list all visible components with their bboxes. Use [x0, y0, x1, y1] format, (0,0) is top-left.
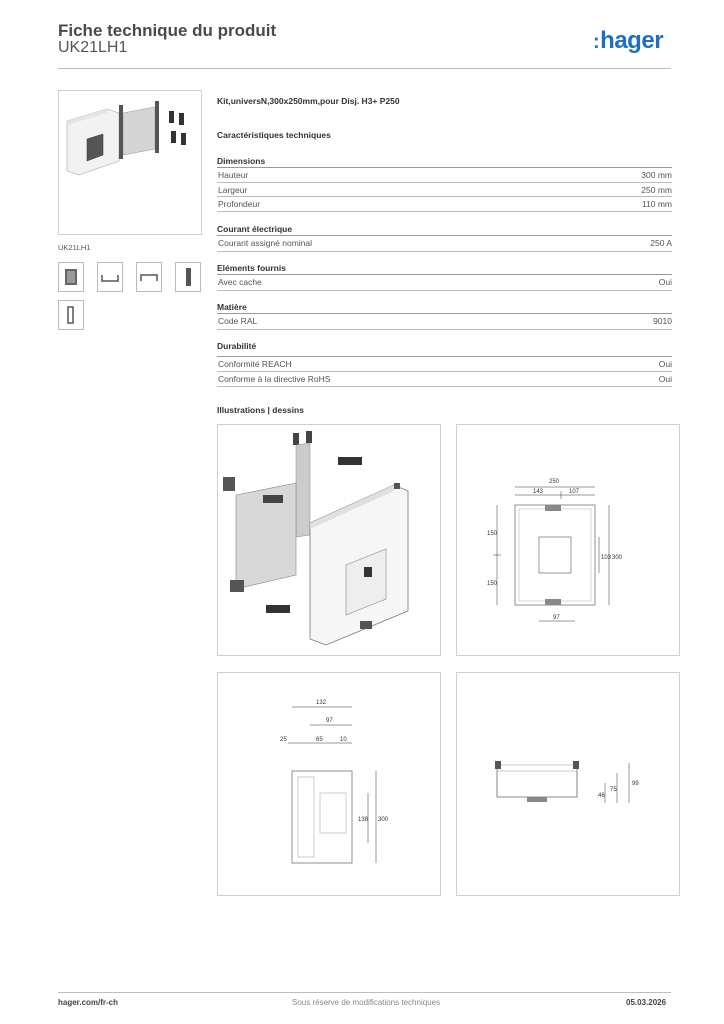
- dim-right: 107: [569, 489, 580, 495]
- side-cover-icon: [176, 263, 200, 291]
- section-title-electric: Courant électrique: [217, 224, 293, 234]
- illustrations-heading: Illustrations | dessins: [217, 405, 304, 415]
- hager-logo[interactable]: [593, 27, 663, 55]
- product-photo-icon: [59, 91, 201, 234]
- illustration-side-dimensions[interactable]: [217, 672, 441, 896]
- section-end-divider: [217, 251, 672, 252]
- row-value: 250 A: [650, 238, 672, 248]
- table-row: [217, 168, 672, 182]
- dim-width: 250: [549, 479, 560, 485]
- illustration-top-dimensions[interactable]: [456, 672, 680, 896]
- row-label: Avec cache: [218, 277, 262, 287]
- bracket-icon: [98, 263, 122, 291]
- dim-body: 97: [326, 718, 333, 724]
- characteristics-heading: Caractéristiques techniques: [217, 130, 331, 140]
- dim-right: 10: [340, 737, 347, 743]
- dim-bottom: 97: [553, 615, 560, 621]
- dim-mid: 65: [316, 737, 323, 743]
- product-image[interactable]: [58, 90, 202, 235]
- table-row: [217, 275, 672, 289]
- dim-total: 132: [316, 700, 327, 706]
- front-view-icon: [59, 263, 83, 291]
- row-label: Conforme à la directive RoHS: [218, 374, 331, 384]
- thumbnail-bracket[interactable]: [97, 262, 123, 292]
- top-dimension-drawing-icon: [457, 673, 679, 895]
- row-label: Profondeur: [218, 199, 261, 209]
- row-value: Oui: [658, 374, 672, 384]
- product-reference: UK21LH1: [58, 39, 128, 56]
- section-end-divider: [217, 386, 672, 387]
- row-label: Hauteur: [218, 170, 249, 180]
- row-label: Courant assigné nominal: [218, 238, 313, 248]
- row-label: Code RAL: [218, 316, 258, 326]
- section-end-divider: [217, 329, 672, 330]
- header-divider: [58, 68, 671, 69]
- footer-divider: [58, 992, 671, 993]
- logo-dots-icon: :: [593, 31, 600, 53]
- row-value: 9010: [653, 316, 672, 326]
- dim-inner: 138: [358, 817, 369, 823]
- thumbnail-front[interactable]: [58, 262, 84, 292]
- dim-top-half: 150: [487, 531, 498, 537]
- dim-d1: 46: [598, 793, 605, 799]
- dim-bottom-half: 150: [487, 581, 498, 587]
- footer-notice: Sous réserve de modifications techniques: [292, 998, 441, 1007]
- dim-cutout: 103: [601, 555, 612, 561]
- section-end-divider: [217, 290, 672, 291]
- front-dimension-drawing-icon: [457, 425, 679, 655]
- end-clip-icon: [59, 301, 83, 329]
- row-value: 250 mm: [641, 185, 672, 195]
- row-value: Oui: [658, 359, 672, 369]
- section-title-supplied: Eléments fournis: [217, 263, 286, 273]
- row-label: Conformité REACH: [218, 359, 292, 369]
- dim-d3: 99: [632, 781, 639, 787]
- footer-date: 05.03.2026: [626, 998, 667, 1007]
- thumbnail-end-clip[interactable]: [58, 300, 84, 330]
- table-row: [217, 371, 672, 386]
- section-end-divider: [217, 211, 672, 212]
- table-row: [217, 182, 672, 197]
- exploded-assembly-icon: [218, 425, 440, 655]
- rail-icon: [137, 263, 161, 291]
- logo-text: hager: [600, 27, 664, 54]
- thumbnail-side-cover[interactable]: [175, 262, 201, 292]
- section-title-durability: Durabilité: [217, 341, 257, 351]
- side-dimension-drawing-icon: [218, 673, 440, 895]
- illustration-exploded-view[interactable]: [217, 424, 441, 656]
- product-image-caption: UK21LH1: [58, 243, 91, 252]
- dim-left: 25: [280, 737, 287, 743]
- dim-d2: 75: [610, 787, 617, 793]
- table-row: [217, 236, 672, 250]
- thumbnail-rail[interactable]: [136, 262, 162, 292]
- dim-left: 143: [533, 489, 544, 495]
- section-title-material: Matière: [217, 302, 247, 312]
- table-row: [217, 196, 672, 211]
- footer-website-link[interactable]: hager.com/fr-ch: [58, 998, 119, 1007]
- dim-height: 300: [612, 555, 623, 561]
- page-title: Fiche technique du produit: [58, 21, 277, 40]
- dim-height: 300: [378, 817, 389, 823]
- row-value: Oui: [658, 277, 672, 287]
- product-description: Kit,universN,300x250mm,pour Disj. H3+ P250: [217, 96, 400, 106]
- illustration-front-dimensions[interactable]: [456, 424, 680, 656]
- section-title-dimensions: Dimensions: [217, 156, 266, 166]
- row-value: 300 mm: [641, 170, 672, 180]
- row-value: 110 mm: [641, 199, 672, 209]
- table-row: [217, 357, 672, 371]
- row-label: Largeur: [218, 185, 248, 195]
- table-row: [217, 314, 672, 328]
